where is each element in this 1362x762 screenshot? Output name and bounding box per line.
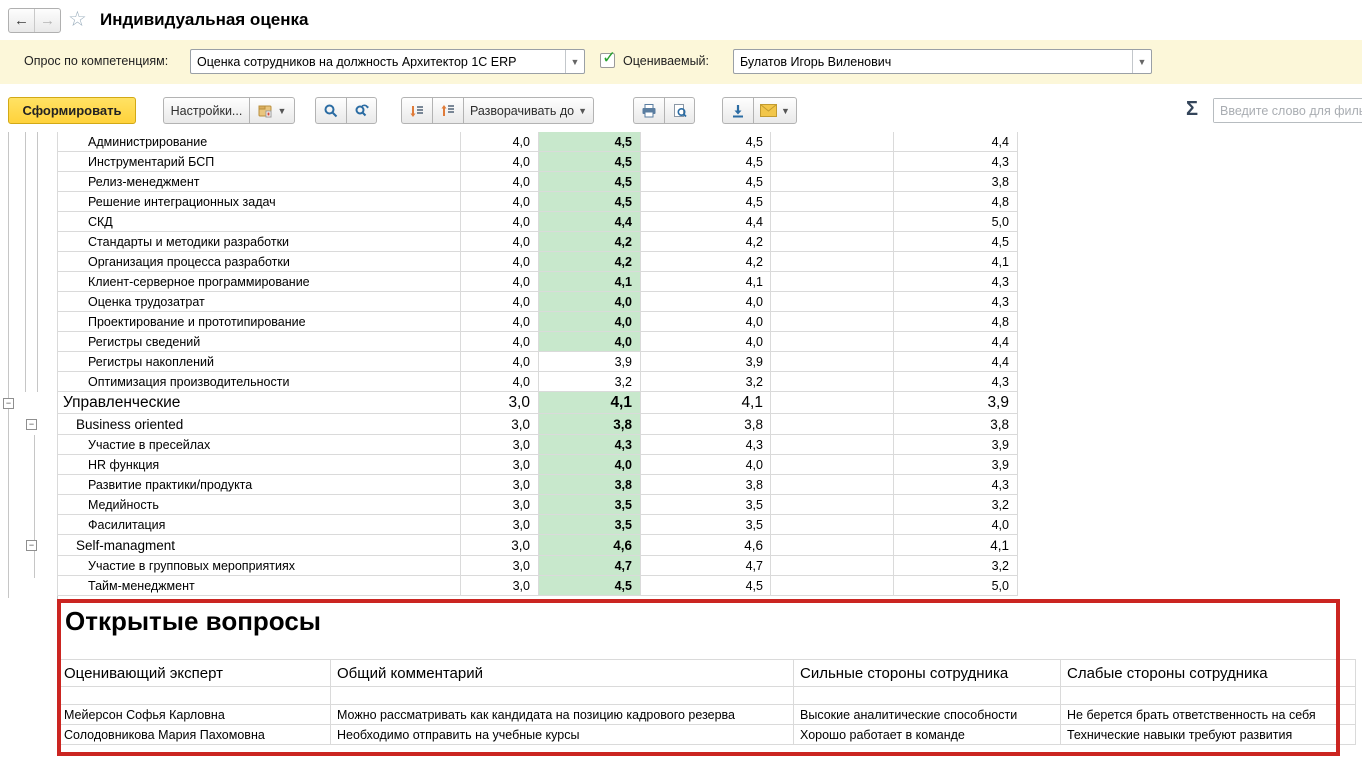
- search-next-button[interactable]: [346, 97, 377, 124]
- evaluatee-combo: [733, 49, 1152, 74]
- nav-buttons: [8, 8, 61, 33]
- score-cell[interactable]: 4,3: [893, 475, 1018, 495]
- chevron-down-icon: ▼: [277, 105, 287, 116]
- tree-gutter: [0, 352, 57, 372]
- tree-gutter: [0, 192, 57, 212]
- column-header-cell[interactable]: Общий комментарий: [330, 660, 793, 687]
- competency-label-cell[interactable]: СКД: [57, 212, 460, 232]
- competency-label-cell[interactable]: Business oriented: [57, 414, 460, 435]
- score-cell[interactable]: 3,5: [538, 515, 640, 535]
- tree-gutter: [0, 332, 57, 352]
- table-row: [0, 272, 1018, 292]
- spacer-cell: [770, 332, 893, 352]
- collapse-group-icon[interactable]: −: [26, 540, 37, 551]
- table-row: [0, 535, 1018, 556]
- survey-dropdown-icon[interactable]: ▼: [565, 50, 584, 73]
- tree-gutter: [0, 392, 57, 414]
- survey-input[interactable]: [191, 50, 565, 73]
- score-cell[interactable]: 4,3: [893, 272, 1018, 292]
- table-row: [0, 172, 1018, 192]
- tree-gutter: [0, 132, 57, 152]
- table-row: [0, 192, 1018, 212]
- score-cell[interactable]: 4,5: [893, 232, 1018, 252]
- comment-cell[interactable]: Можно рассматривать как кандидата на позицию кадрового резерва: [330, 705, 793, 725]
- score-cell[interactable]: 4,0: [460, 232, 538, 252]
- spacer-cell: [770, 212, 893, 232]
- score-cell[interactable]: 4,7: [640, 556, 770, 576]
- competency-label-cell[interactable]: Медийность: [57, 495, 460, 515]
- score-cell[interactable]: 4,0: [460, 312, 538, 332]
- send-email-button[interactable]: [753, 97, 797, 124]
- save-button[interactable]: [722, 97, 753, 124]
- score-cell[interactable]: 3,8: [893, 414, 1018, 435]
- tree-gutter: [0, 172, 57, 192]
- comment-cell[interactable]: Хорошо работает в команде: [793, 725, 1060, 745]
- toolbar: [0, 84, 1362, 132]
- table-row: [0, 372, 1018, 392]
- score-cell[interactable]: 3,9: [640, 352, 770, 372]
- tree-gutter: [0, 312, 57, 332]
- score-cell[interactable]: 4,2: [640, 232, 770, 252]
- evaluatee-input[interactable]: [734, 50, 1132, 73]
- spacer-cell: [770, 576, 893, 596]
- print-group: [633, 97, 695, 124]
- score-cell[interactable]: 4,0: [640, 455, 770, 475]
- table-row: [0, 252, 1018, 272]
- table-row: [0, 435, 1018, 455]
- score-cell[interactable]: 4,3: [893, 372, 1018, 392]
- score-cell[interactable]: 4,0: [460, 272, 538, 292]
- score-cell[interactable]: 4,0: [538, 332, 640, 352]
- score-cell[interactable]: 4,0: [538, 455, 640, 475]
- table-row: [0, 292, 1018, 312]
- score-cell[interactable]: 4,0: [893, 515, 1018, 535]
- score-cell[interactable]: 3,8: [640, 475, 770, 495]
- score-cell[interactable]: 3,8: [538, 475, 640, 495]
- expand-to-label: Разворачивать до: [469, 103, 575, 118]
- autosum-button[interactable]: Σ: [1186, 98, 1199, 120]
- competency-label-cell[interactable]: Управленческие: [57, 392, 460, 414]
- chevron-down-icon: ▼: [781, 105, 790, 116]
- score-cell[interactable]: 4,5: [538, 192, 640, 212]
- search-group: [315, 97, 377, 124]
- score-cell[interactable]: 4,5: [640, 192, 770, 212]
- comment-cell[interactable]: Необходимо отправить на учебные курсы: [330, 725, 793, 745]
- score-cell[interactable]: 3,8: [893, 172, 1018, 192]
- score-cell[interactable]: 4,5: [538, 172, 640, 192]
- table-row: [0, 312, 1018, 332]
- score-cell[interactable]: 4,0: [538, 292, 640, 312]
- open-questions-title: Открытые вопросы: [65, 606, 321, 636]
- score-cell[interactable]: 3,5: [640, 515, 770, 535]
- table-row: [0, 332, 1018, 352]
- generate-button[interactable]: Сформировать: [8, 97, 136, 124]
- competency-label-cell[interactable]: Организация процесса разработки: [57, 252, 460, 272]
- score-cell[interactable]: 4,3: [640, 435, 770, 455]
- tree-gutter: [0, 455, 57, 475]
- competency-label-cell[interactable]: Участие в групповых мероприятиях: [57, 556, 460, 576]
- spacer-cell: [770, 312, 893, 332]
- search-next-icon: [354, 103, 370, 119]
- score-cell[interactable]: 3,0: [460, 414, 538, 435]
- tree-gutter: [0, 515, 57, 535]
- score-cell[interactable]: 4,5: [538, 576, 640, 596]
- table-row: [57, 659, 1356, 687]
- spacer-cell: [770, 192, 893, 212]
- score-cell[interactable]: 3,8: [640, 414, 770, 435]
- tree-gutter: [0, 152, 57, 172]
- spacer-cell: [770, 352, 893, 372]
- page-title: Индивидуальная оценка: [100, 10, 309, 29]
- competency-label-cell[interactable]: Оценка трудозатрат: [57, 292, 460, 312]
- competency-label-cell[interactable]: Развитие практики/продукта: [57, 475, 460, 495]
- score-cell[interactable]: 4,0: [460, 152, 538, 172]
- comment-cell[interactable]: Мейерсон Софья Карловна: [57, 705, 330, 725]
- empty-cell: [57, 687, 330, 705]
- score-cell[interactable]: 4,5: [640, 132, 770, 152]
- print-icon: [641, 103, 657, 119]
- spacer-cell: [770, 292, 893, 312]
- table-row: [0, 132, 1018, 152]
- comment-cell[interactable]: Технические навыки требуют развития: [1060, 725, 1356, 745]
- spacer-cell: [770, 252, 893, 272]
- print-preview-button[interactable]: [664, 97, 695, 124]
- score-cell[interactable]: 4,0: [460, 212, 538, 232]
- collapse-group-icon[interactable]: −: [26, 419, 37, 430]
- score-cell[interactable]: 3,0: [460, 556, 538, 576]
- expand-to-button[interactable]: [463, 97, 594, 124]
- score-cell[interactable]: 3,0: [460, 495, 538, 515]
- survey-combo: [190, 49, 585, 74]
- score-cell[interactable]: 5,0: [893, 576, 1018, 596]
- spacer-cell: [770, 272, 893, 292]
- comment-cell[interactable]: Не берется брать ответственность на себя: [1060, 705, 1356, 725]
- score-cell[interactable]: 4,0: [460, 332, 538, 352]
- table-row: [0, 352, 1018, 372]
- score-cell[interactable]: 4,0: [640, 312, 770, 332]
- table-row: [57, 687, 1356, 705]
- score-cell[interactable]: 4,1: [893, 535, 1018, 556]
- comment-cell[interactable]: Высокие аналитические способности: [793, 705, 1060, 725]
- spacer-cell: [770, 414, 893, 435]
- score-cell[interactable]: 3,9: [893, 392, 1018, 414]
- tree-gutter: [0, 232, 57, 252]
- competency-label-cell[interactable]: Администрирование: [57, 132, 460, 152]
- score-cell[interactable]: 4,8: [893, 312, 1018, 332]
- score-cell[interactable]: 4,0: [460, 252, 538, 272]
- competency-label-cell[interactable]: HR функция: [57, 455, 460, 475]
- tree-gutter: [0, 414, 57, 435]
- comment-cell[interactable]: Солодовникова Мария Пахомовна: [57, 725, 330, 745]
- settings-button[interactable]: Настройки...: [163, 97, 249, 124]
- score-cell[interactable]: 4,0: [460, 372, 538, 392]
- survey-label: Опрос по компетенциям:: [24, 54, 169, 68]
- score-cell[interactable]: 5,0: [893, 212, 1018, 232]
- score-cell[interactable]: 4,1: [538, 272, 640, 292]
- spacer-cell: [770, 475, 893, 495]
- spacer-cell: [770, 372, 893, 392]
- score-cell[interactable]: 3,2: [893, 495, 1018, 515]
- table-row: [0, 392, 1018, 414]
- spacer-cell: [770, 455, 893, 475]
- competency-label-cell[interactable]: Фасилитация: [57, 515, 460, 535]
- tree-gutter: [0, 252, 57, 272]
- score-cell[interactable]: 3,0: [460, 435, 538, 455]
- chevron-down-icon: ▼: [578, 105, 588, 116]
- competency-label-cell[interactable]: Участие в пресейлах: [57, 435, 460, 455]
- score-cell[interactable]: 4,8: [893, 192, 1018, 212]
- column-header-cell[interactable]: Слабые стороны сотрудника: [1060, 660, 1356, 687]
- score-cell[interactable]: 4,0: [460, 132, 538, 152]
- score-cell[interactable]: 4,3: [538, 435, 640, 455]
- spacer-cell: [770, 172, 893, 192]
- empty-cell: [330, 687, 793, 705]
- score-cell[interactable]: 4,5: [538, 152, 640, 172]
- score-cell[interactable]: 3,2: [640, 372, 770, 392]
- score-cell[interactable]: 3,8: [538, 414, 640, 435]
- spacer-cell: [770, 435, 893, 455]
- table-row: [0, 212, 1018, 232]
- save-download-icon: [730, 103, 746, 119]
- empty-cell: [793, 687, 1060, 705]
- score-cell[interactable]: 4,0: [538, 312, 640, 332]
- report-variants-icon: [258, 103, 274, 119]
- score-cell[interactable]: 4,4: [893, 352, 1018, 372]
- collapse-rows-button[interactable]: [401, 97, 432, 124]
- score-cell[interactable]: 4,1: [538, 392, 640, 414]
- export-group: [722, 97, 797, 124]
- tree-gutter: [0, 475, 57, 495]
- competency-label-cell[interactable]: Оптимизация производительности: [57, 372, 460, 392]
- expand-rows-button[interactable]: [432, 97, 463, 124]
- score-cell[interactable]: 3,9: [893, 455, 1018, 475]
- empty-cell: [1060, 687, 1356, 705]
- score-cell[interactable]: 4,6: [640, 535, 770, 556]
- score-cell[interactable]: 4,3: [893, 152, 1018, 172]
- score-cell[interactable]: 4,3: [893, 292, 1018, 312]
- search-icon: [323, 103, 339, 119]
- title-bar: [0, 0, 1362, 40]
- score-cell[interactable]: 4,1: [640, 392, 770, 414]
- score-cell[interactable]: 3,0: [460, 475, 538, 495]
- table-row: [0, 152, 1018, 172]
- competency-label-cell[interactable]: Решение интеграционных задач: [57, 192, 460, 212]
- score-cell[interactable]: 4,4: [893, 332, 1018, 352]
- collapse-rows-icon: [409, 103, 425, 119]
- spacer-cell: [770, 132, 893, 152]
- settings-group: [163, 97, 295, 124]
- score-cell[interactable]: 3,2: [893, 556, 1018, 576]
- score-cell[interactable]: 3,5: [640, 495, 770, 515]
- print-preview-icon: [672, 103, 688, 119]
- table-row: [0, 475, 1018, 495]
- forward-button[interactable]: →: [40, 12, 55, 29]
- score-cell[interactable]: 4,2: [640, 252, 770, 272]
- score-cell[interactable]: 3,0: [460, 535, 538, 556]
- competency-label-cell[interactable]: Стандарты и методики разработки: [57, 232, 460, 252]
- score-cell[interactable]: 4,5: [640, 576, 770, 596]
- competency-label-cell[interactable]: Проектирование и прототипирование: [57, 312, 460, 332]
- evaluatee-checkbox[interactable]: [600, 48, 617, 68]
- tree-gutter: [0, 212, 57, 232]
- spacer-cell: [770, 535, 893, 556]
- filter-band: [0, 40, 1362, 84]
- score-cell[interactable]: 4,5: [640, 152, 770, 172]
- score-cell[interactable]: 4,0: [460, 172, 538, 192]
- table-row: [0, 515, 1018, 535]
- report-area: [0, 132, 1362, 762]
- tree-gutter: [0, 576, 57, 596]
- table-row: [0, 556, 1018, 576]
- spacer-cell: [770, 232, 893, 252]
- competency-label-cell[interactable]: Релиз-менеджмент: [57, 172, 460, 192]
- expand-rows-icon: [440, 103, 456, 119]
- table-row: [0, 414, 1018, 435]
- competency-label-cell[interactable]: Регистры сведений: [57, 332, 460, 352]
- score-cell[interactable]: 3,9: [538, 352, 640, 372]
- tree-gutter: [0, 535, 57, 556]
- score-cell[interactable]: 4,0: [460, 192, 538, 212]
- score-cell[interactable]: 4,1: [893, 252, 1018, 272]
- collapse-group-icon[interactable]: −: [3, 398, 14, 409]
- spacer-cell: [770, 556, 893, 576]
- score-cell[interactable]: 3,5: [538, 495, 640, 515]
- back-button[interactable]: ←: [9, 9, 35, 32]
- score-cell[interactable]: 4,7: [538, 556, 640, 576]
- score-cell[interactable]: 3,0: [460, 515, 538, 535]
- print-button[interactable]: [633, 97, 664, 124]
- score-cell[interactable]: 4,4: [893, 132, 1018, 152]
- score-cell[interactable]: 4,2: [538, 232, 640, 252]
- competency-label-cell[interactable]: Регистры накоплений: [57, 352, 460, 372]
- competency-label-cell[interactable]: Инструментарий БСП: [57, 152, 460, 172]
- table-row: [0, 455, 1018, 475]
- score-cell[interactable]: 4,1: [640, 272, 770, 292]
- spacer-cell: [770, 515, 893, 535]
- column-header-cell[interactable]: Оценивающий эксперт: [57, 660, 330, 687]
- competency-label-cell[interactable]: Self-managment: [57, 535, 460, 556]
- report-grid: [0, 132, 1018, 596]
- evaluatee-dropdown-icon[interactable]: ▼: [1132, 50, 1151, 73]
- score-cell[interactable]: 4,5: [538, 132, 640, 152]
- competency-label-cell[interactable]: Клиент-серверное программирование: [57, 272, 460, 292]
- search-button[interactable]: [315, 97, 346, 124]
- table-row: [0, 576, 1018, 596]
- score-cell[interactable]: 4,0: [460, 352, 538, 372]
- tree-gutter: [0, 372, 57, 392]
- favorite-star-icon[interactable]: ☆: [68, 8, 87, 31]
- score-cell[interactable]: 3,0: [460, 455, 538, 475]
- competency-label-cell[interactable]: Тайм-менеджмент: [57, 576, 460, 596]
- table-row: [0, 232, 1018, 252]
- column-header-cell[interactable]: Сильные стороны сотрудника: [793, 660, 1060, 687]
- spacer-cell: [770, 495, 893, 515]
- checkmark-icon: ✓: [602, 48, 617, 67]
- spacer-cell: [770, 152, 893, 172]
- tree-gutter: [0, 292, 57, 312]
- score-cell[interactable]: 4,5: [640, 172, 770, 192]
- score-cell[interactable]: 4,4: [538, 212, 640, 232]
- spacer-cell: [770, 392, 893, 414]
- expand-group: [401, 97, 594, 124]
- score-cell[interactable]: 4,0: [640, 292, 770, 312]
- score-cell[interactable]: 4,0: [460, 292, 538, 312]
- filter-input[interactable]: [1214, 99, 1362, 122]
- score-cell[interactable]: 4,2: [538, 252, 640, 272]
- table-row: [0, 495, 1018, 515]
- tree-gutter: [0, 272, 57, 292]
- score-cell[interactable]: 3,0: [460, 576, 538, 596]
- tree-gutter: [0, 556, 57, 576]
- score-cell[interactable]: 4,0: [640, 332, 770, 352]
- score-cell[interactable]: 3,0: [460, 392, 538, 414]
- score-cell[interactable]: 3,9: [893, 435, 1018, 455]
- score-cell[interactable]: 3,2: [538, 372, 640, 392]
- filter-field: [1213, 98, 1362, 123]
- evaluatee-label: Оцениваемый:: [623, 54, 710, 68]
- tree-gutter: [0, 435, 57, 455]
- table-row: [57, 705, 1356, 725]
- score-cell[interactable]: 4,6: [538, 535, 640, 556]
- email-icon: [760, 104, 777, 117]
- tree-gutter: [0, 495, 57, 515]
- open-questions-table: [57, 659, 1356, 745]
- score-cell[interactable]: 4,4: [640, 212, 770, 232]
- table-row: [57, 725, 1356, 745]
- report-variants-button[interactable]: [249, 97, 295, 124]
